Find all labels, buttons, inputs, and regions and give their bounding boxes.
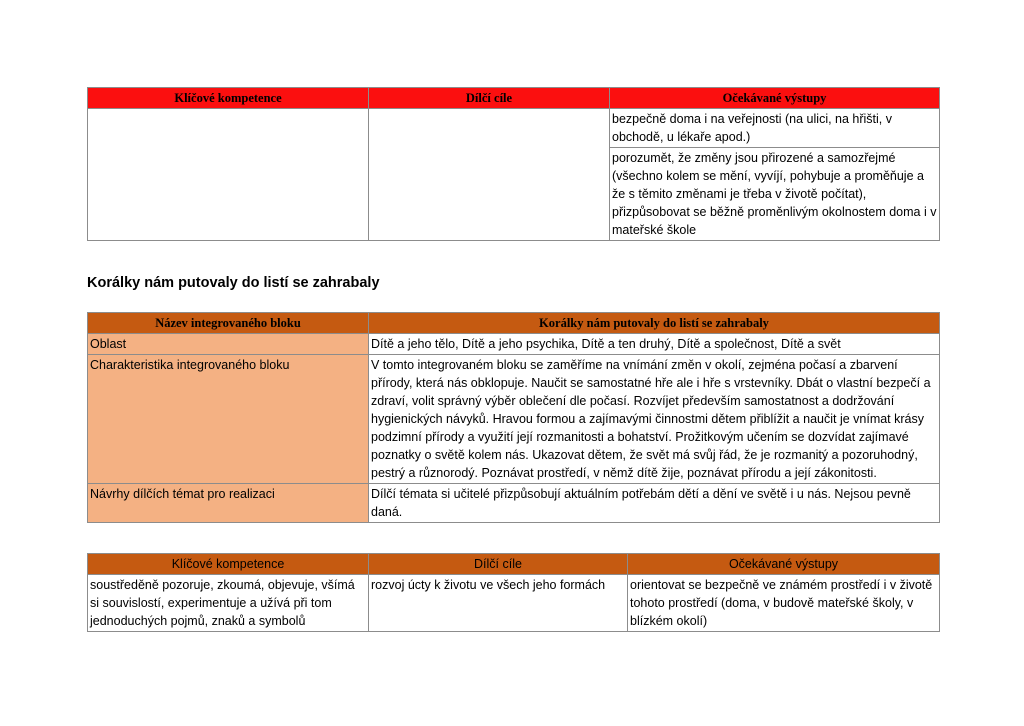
header-block-title: Korálky nám putovaly do listí se zahrabaly [369, 313, 940, 334]
empty-competence-cell [88, 109, 369, 241]
table-row [88, 484, 940, 523]
row-label-characteristics: Charakteristika integrovaného bloku [88, 355, 369, 484]
table-header-row [88, 554, 940, 575]
output-cell: bezpečně doma i na veřejnosti (na ulici, na hřišti, v obchodě, u lékaře apod.) [610, 109, 940, 148]
header-key-competences: Klíčové kompetence [88, 88, 369, 109]
row-label-topic-proposals: Návrhy dílčích témat pro realizaci [88, 484, 369, 523]
row-value-topic-proposals: Dílčí témata si učitelé přizpůsobují aktuálním potřebám dětí a dění ve světě i u nás. Nejsou pevně daná. [369, 484, 940, 523]
table-header-row [88, 313, 940, 334]
row-label-oblast: Oblast [88, 334, 369, 355]
header-key-competences: Klíčové kompetence [88, 554, 369, 575]
goal-cell: rozvoj úcty k životu ve všech jeho formách [369, 575, 628, 632]
table-row [88, 575, 940, 632]
row-value-characteristics: V tomto integrovaném bloku se zaměříme na vnímání změn v okolí, zejména počasí a zbarvení přírody, která nás obklopuje. Naučit se samostatné hře ale i hře s vrstevníky. Dbát o vlastní bezpečí a zdraví, volit správný výběr oblečení dle počasí. Rozvíjet především samostatnost a dodržování hygienických návyků. Hravou formou a zajímavými činnostmi dětem přiblížit a naučit je vnímat krásy podzimní přírody a využití její rozmanitosti a bohatství. Prožitkovým učením se dozvídat zajímavé poznatky o světě kolem nás. Ukazovat dětem, že svět má svůj řád, že je rozmanitý a pozoruhodný, pestrý a různorodý. Poznávat prostředí, v němž dítě žije, poznávat přírodu a její zákonitosti. [369, 355, 940, 484]
competence-table [87, 553, 940, 632]
integrated-block-table [87, 312, 940, 523]
table-row [88, 355, 940, 484]
competence-table-continued [87, 87, 940, 241]
output-cell: orientovat se bezpečně ve známém prostředí i v životě tohoto prostředí (doma, v budově mateřské školy, v blízkém okolí) [628, 575, 940, 632]
section-heading: Korálky nám putovaly do listí se zahrabaly [87, 275, 380, 291]
table-row [88, 109, 940, 148]
empty-goal-cell [369, 109, 610, 241]
header-partial-goals: Dílčí cíle [369, 554, 628, 575]
table-header-row [88, 88, 940, 109]
header-expected-outputs: Očekávané výstupy [610, 88, 940, 109]
row-value-oblast: Dítě a jeho tělo, Dítě a jeho psychika, Dítě a ten druhý, Dítě a společnost, Dítě a svět [369, 334, 940, 355]
competence-cell: soustředěně pozoruje, zkoumá, objevuje, všímá si souvislostí, experimentuje a užívá při tom jednoduchých pojmů, znaků a symbolů [88, 575, 369, 632]
header-expected-outputs: Očekávané výstupy [628, 554, 940, 575]
header-partial-goals: Dílčí cíle [369, 88, 610, 109]
table-row [88, 334, 940, 355]
output-cell: porozumět, že změny jsou přirozené a samozřejmé (všechno kolem se mění, vyvíjí, pohybuje a proměňuje a že s těmito změnami je třeba v životě počítat), přizpůsobovat se běžně proměnlivým okolnostem doma i v mateřské škole [610, 148, 940, 241]
header-block-name: Název integrovaného bloku [88, 313, 369, 334]
